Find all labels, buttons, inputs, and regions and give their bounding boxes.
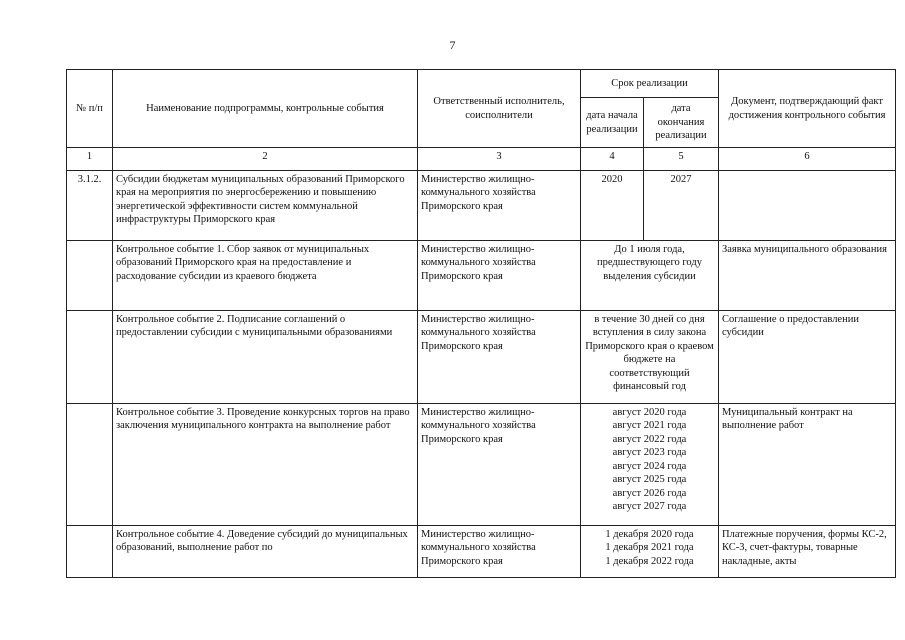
- row-document: [719, 171, 896, 241]
- row-name: Контрольное событие 1. Сбор заявок от муниципальных образований Приморского края на предоставление и расходование субсидии из краевого бюджета: [113, 241, 418, 311]
- column-number: 6: [719, 148, 896, 171]
- table-row: [67, 171, 896, 241]
- row-start-date: 2020: [581, 171, 644, 241]
- row-num: [67, 404, 113, 526]
- row-term: 1 декабря 2020 года 1 декабря 2021 года 1 декабря 2022 года: [581, 526, 719, 578]
- column-number: 3: [418, 148, 581, 171]
- row-term: в течение 30 дней со дня вступления в силу закона Приморского края о краевом бюджете на соответствующий финансовый год: [581, 311, 719, 404]
- column-number-row: [67, 148, 896, 171]
- row-executor: Министерство жилищно-коммунального хозяйства Приморского края: [418, 241, 581, 311]
- header-start-date: дата начала реализации: [581, 98, 644, 148]
- row-document: Муниципальный контракт на выполнение работ: [719, 404, 896, 526]
- column-number: 2: [113, 148, 418, 171]
- header-document: Документ, подтверждающий факт достижения контрольного события: [719, 70, 896, 148]
- row-document: Платежные поручения, формы КС-2, КС-3, счет-фактуры, товарные накладные, акты: [719, 526, 896, 578]
- row-name: Субсидии бюджетам муниципальных образований Приморского края на мероприятия по энергосбережению и повышению энергетической эффективности систем коммунальной инфраструктуры Приморского края: [113, 171, 418, 241]
- row-name: Контрольное событие 3. Проведение конкурсных торгов на право заключения муниципального контракта на выполнение работ: [113, 404, 418, 526]
- table-row: [67, 404, 896, 526]
- row-executor: Министерство жилищно-коммунального хозяйства Приморского края: [418, 311, 581, 404]
- page-number: 7: [449, 38, 456, 52]
- row-term: август 2020 года август 2021 года август 2022 года август 2023 года август 2024 года август 2025 года август 2026 года август 2027 года: [581, 404, 719, 526]
- header-num: № п/п: [67, 70, 113, 148]
- row-num: [67, 526, 113, 578]
- table-row: [67, 311, 896, 404]
- row-executor: Министерство жилищно-коммунального хозяйства Приморского края: [418, 171, 581, 241]
- column-number: 5: [644, 148, 719, 171]
- row-document: Соглашение о предоставлении субсидии: [719, 311, 896, 404]
- row-num: [67, 311, 113, 404]
- row-end-date: 2027: [644, 171, 719, 241]
- row-num: [67, 241, 113, 311]
- header-executor: Ответственный исполнитель, соисполнители: [418, 70, 581, 148]
- control-events-table: [66, 69, 896, 578]
- row-name: Контрольное событие 4. Доведение субсидий до муниципальных образований, выполнение работ по: [113, 526, 418, 578]
- row-name: Контрольное событие 2. Подписание соглашений о предоставлении субсидии с муниципальными образованиями: [113, 311, 418, 404]
- header-name: Наименование подпрограммы, контрольные события: [113, 70, 418, 148]
- header-term: Срок реализации: [581, 70, 719, 98]
- header-row: [67, 70, 896, 98]
- table-row: [67, 526, 896, 578]
- row-document: Заявка муниципального образования: [719, 241, 896, 311]
- row-executor: Министерство жилищно-коммунального хозяйства Приморского края: [418, 404, 581, 526]
- header-end-date: дата окончания реализации: [644, 98, 719, 148]
- column-number: 4: [581, 148, 644, 171]
- column-number: 1: [67, 148, 113, 171]
- row-executor: Министерство жилищно-коммунального хозяйства Приморского края: [418, 526, 581, 578]
- table-row: [67, 241, 896, 311]
- row-term: До 1 июля года, предшествующего году выделения субсидии: [581, 241, 719, 311]
- row-num: 3.1.2.: [67, 171, 113, 241]
